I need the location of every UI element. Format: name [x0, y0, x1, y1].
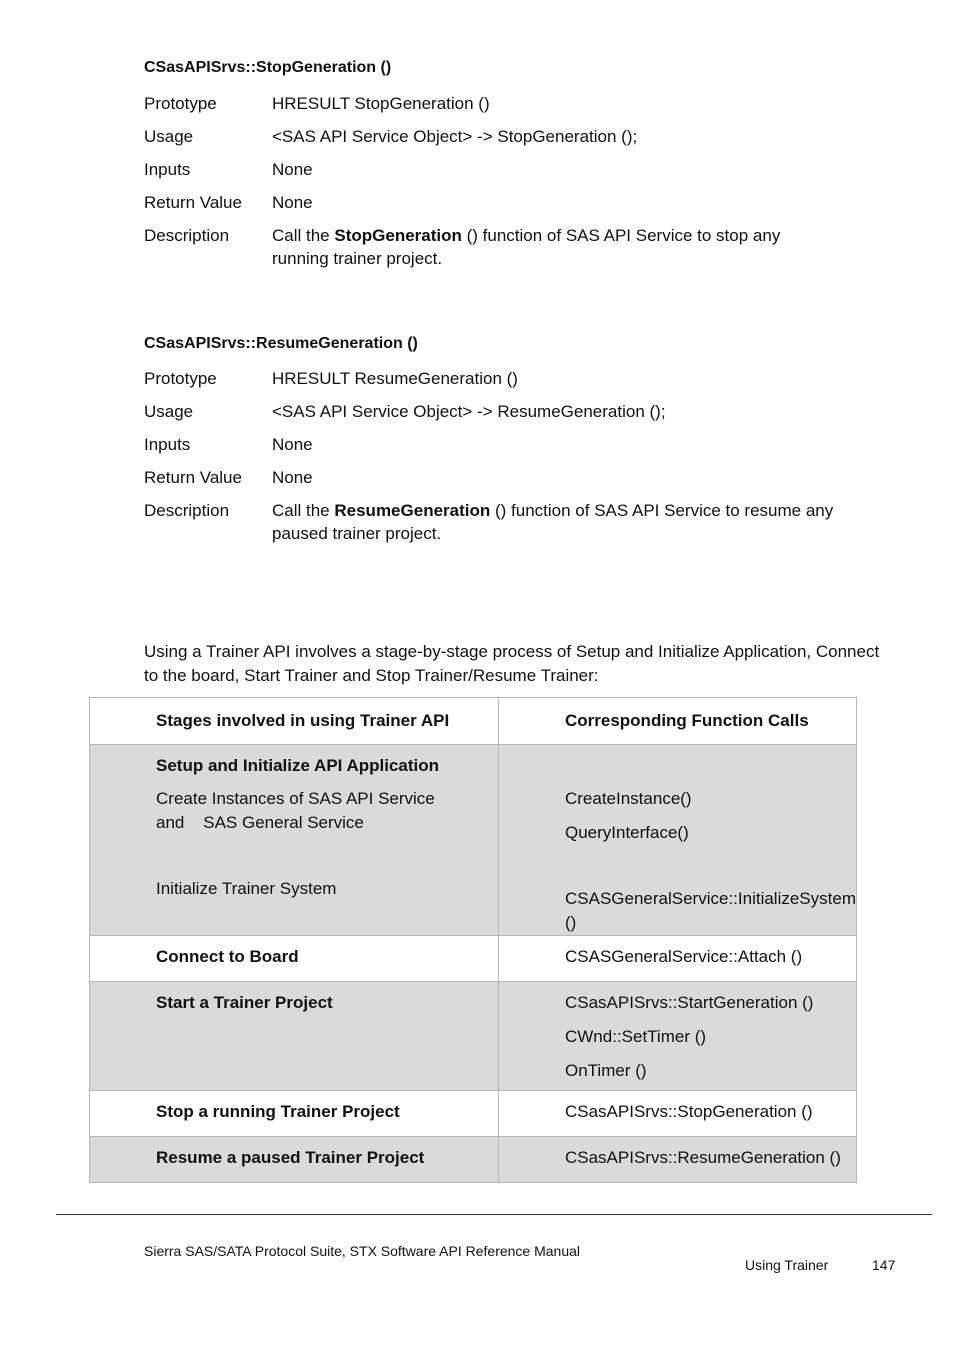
resume-usage-row	[144, 400, 832, 423]
call-initialize-system: CSASGeneralService::InitializeSystem ()	[564, 889, 856, 932]
usage-value: <SAS API Service Object> -> ResumeGeneration ();	[272, 402, 666, 421]
desc-function-name: ResumeGeneration	[334, 501, 491, 520]
desc-function-name: StopGeneration	[334, 226, 462, 245]
table-row-start	[90, 982, 857, 1091]
call-set-timer: CWnd::SetTimer ()	[564, 1027, 707, 1046]
desc-text: () function of SAS API Service to stop any	[461, 226, 781, 245]
description-label: Description	[144, 226, 230, 245]
stop-prototype-row	[144, 92, 832, 115]
header-stages: Stages involved in using Trainer API	[90, 698, 499, 745]
footer-section-name: Using Trainer	[745, 1257, 829, 1273]
resume-inputs-row	[144, 433, 832, 456]
header-function-calls: Corresponding Function Calls	[498, 698, 856, 745]
stage-setup-title: Setup and Initialize API Application	[156, 756, 440, 775]
call-query-interface: QueryInterface()	[564, 823, 689, 842]
resume-prototype-row	[144, 367, 832, 390]
return-value: None	[272, 468, 313, 487]
stage-connect: Connect to Board	[156, 947, 299, 966]
desc-text: running trainer project.	[272, 249, 443, 268]
resume-return-row	[144, 466, 832, 489]
footer-divider	[56, 1214, 932, 1215]
return-value-label: Return Value	[144, 468, 242, 487]
call-create-instance: CreateInstance()	[564, 789, 692, 808]
footer-page-number: 147	[872, 1257, 896, 1273]
stage-initialize-trainer: Initialize Trainer System	[156, 879, 337, 898]
table-row-connect	[90, 936, 857, 982]
usage-value: <SAS API Service Object> -> StopGeneration ();	[272, 127, 638, 146]
intro-line: Using a Trainer API involves a stage-by-stage process of Setup and Initialize Application, Connect	[144, 642, 880, 661]
prototype-value: HRESULT StopGeneration ()	[272, 94, 490, 113]
table-row-stop	[90, 1091, 857, 1137]
prototype-label: Prototype	[144, 94, 217, 113]
stop-generation-title: CSasAPISrvs::StopGeneration ()	[144, 59, 392, 76]
call-stop-generation: CSasAPISrvs::StopGeneration ()	[564, 1102, 813, 1121]
footer-manual-title: Sierra SAS/SATA Protocol Suite, STX Software API Reference Manual	[144, 1243, 581, 1259]
call-resume-generation: CSasAPISrvs::ResumeGeneration ()	[564, 1148, 841, 1167]
desc-text: Call the	[272, 226, 335, 245]
table-row-setup	[90, 745, 857, 936]
inputs-label: Inputs	[144, 435, 191, 454]
stage-start: Start a Trainer Project	[156, 993, 333, 1012]
description-label: Description	[144, 501, 230, 520]
inputs-label: Inputs	[144, 160, 191, 179]
stop-return-row	[144, 191, 832, 214]
resume-description-row	[144, 499, 872, 545]
inputs-value: None	[272, 435, 313, 454]
stop-description-row	[144, 224, 832, 270]
stage-create-instances: Create Instances of SAS API Service and SAS General Service	[156, 789, 435, 832]
stage-resume: Resume a paused Trainer Project	[156, 1148, 425, 1167]
return-value-label: Return Value	[144, 193, 242, 212]
stop-inputs-row	[144, 158, 832, 181]
inputs-value: None	[272, 160, 313, 179]
call-on-timer: OnTimer ()	[564, 1061, 647, 1080]
table-row-resume	[90, 1137, 857, 1183]
usage-label: Usage	[144, 127, 194, 146]
description-value	[272, 499, 872, 545]
stage-stop: Stop a running Trainer Project	[156, 1102, 400, 1121]
table-header-row	[90, 698, 857, 745]
return-value: None	[272, 193, 313, 212]
call-attach: CSASGeneralService::Attach ()	[564, 947, 803, 966]
desc-text: () function of SAS API Service to resume any	[490, 501, 834, 520]
prototype-value: HRESULT ResumeGeneration ()	[272, 369, 518, 388]
intro-line: to the board, Start Trainer and Stop Trainer/Resume Trainer:	[144, 666, 599, 685]
prototype-label: Prototype	[144, 369, 217, 388]
trainer-stages-table	[89, 697, 857, 1183]
intro-paragraph	[144, 640, 904, 688]
usage-label: Usage	[144, 402, 194, 421]
resume-generation-title: CSasAPISrvs::ResumeGeneration ()	[144, 335, 418, 352]
stop-usage-row	[144, 125, 832, 148]
description-value	[272, 224, 832, 270]
desc-text: paused trainer project.	[272, 524, 442, 543]
desc-text: Call the	[272, 501, 335, 520]
call-start-generation: CSasAPISrvs::StartGeneration ()	[564, 993, 814, 1012]
